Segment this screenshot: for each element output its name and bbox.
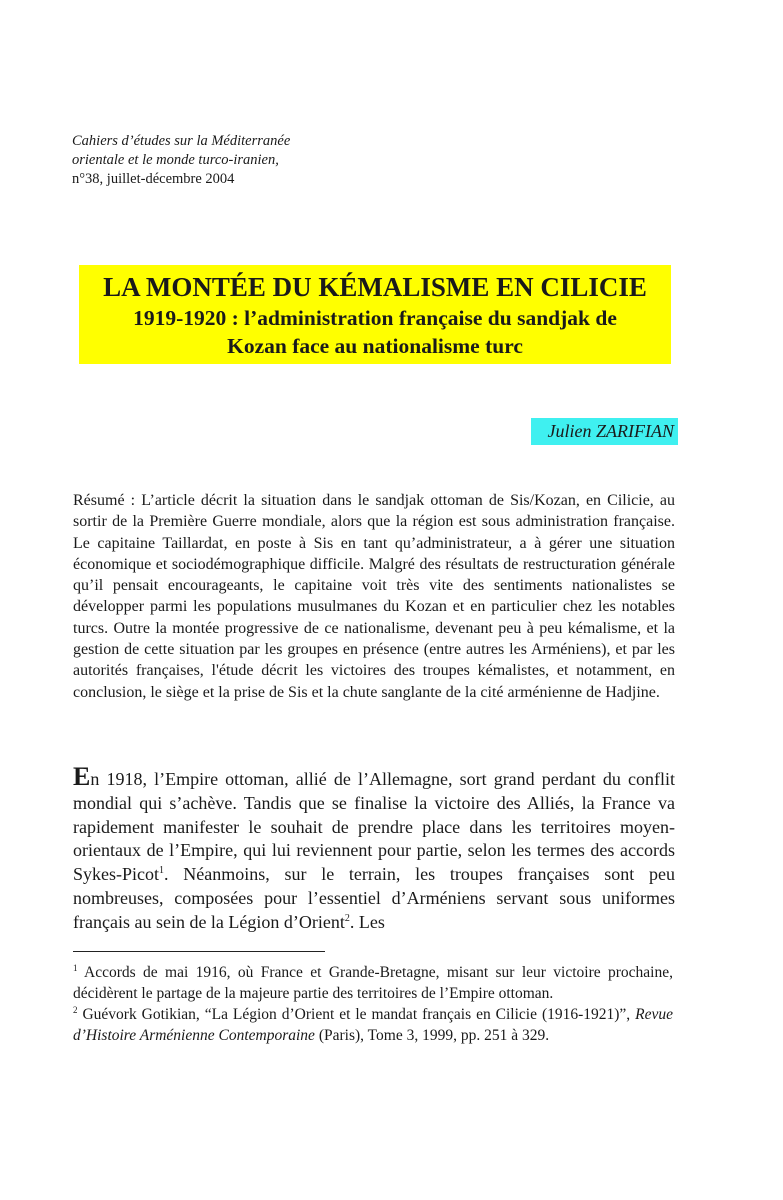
footnote-2-text-after: (Paris), Tome 3, 1999, pp. 251 à 329. — [314, 1027, 550, 1044]
footnote-1-text: Accords de mai 1916, où France et Grande-Bretagne, misant sur leur victoire prochaine, décidèrent le partage de la majeure partie des territoires de l’Empire ottoman. — [73, 964, 673, 1002]
body-paragraph — [73, 762, 675, 935]
journal-citation — [72, 132, 392, 189]
abstract: Résumé : L’article décrit la situation dans le sandjak ottoman de Sis/Kozan, en Cilicie, au sortir de la Première Guerre mondiale, alors que la région est sous administration française. Le capitaine Taillardat, en poste à Sis en tant qu’administrateur, a à gérer une situation économique et sociodémographique difficile. Malgré des résultats de restructuration générale qu’il pensait encourageants, le capitaine voit très vite des sentiments nationalistes se développer parmi les populations musulmanes du Kozan et en particulier chez les notables turcs. Outre la montée progressive de ce nationalisme, devenant peu à peu kémalisme, et la gestion de cette situation par les groupes en présence (entre autres les Arméniens), et par les autorités françaises, l'étude décrit les victoires des troupes kémalistes, et notamment, en conclusion, le siège et la prise de Sis et la chute sanglante de la cité arménienne de Hadjine. — [73, 492, 675, 701]
footnote-2-text-before: Guévork Gotikian, “La Légion d’Orient et le mandat français en Cilicie (1916-1921)”, — [77, 1006, 636, 1023]
title-line-subtitle-2: Kozan face au nationalisme turc — [227, 334, 523, 358]
title-line-subtitle-1: 1919-1920 : l’administration française du sandjak de — [133, 306, 617, 330]
footnote-2-number: 2 — [73, 1004, 78, 1015]
footnotes — [73, 962, 673, 1046]
journal-name-line1: Cahiers d’études sur la Méditerranée — [72, 133, 291, 149]
footnote-separator — [73, 951, 325, 952]
footnote-1 — [73, 962, 673, 1004]
footnote-2-journal-title: Revue d’Histoire Arménienne Contemporaine — [73, 1006, 673, 1044]
footnote-ref-1[interactable]: 1 — [159, 865, 165, 877]
body-text-part2: . Néanmoins, sur le terrain, les troupes françaises sont peu nombreuses, composées pour l’essentiel d’Arméniens servant sous uniformes français au sein de la Légion d’Orient — [73, 864, 675, 932]
title-line-main: LA MONTÉE DU KÉMALISME EN CILICIE — [103, 272, 647, 302]
journal-name-line2: orientale et le monde turco-iranien, — [72, 152, 279, 168]
author-name: Julien ZARIFIAN — [531, 418, 678, 445]
body-text-part3: . Les — [349, 911, 385, 932]
footnote-1-number: 1 — [73, 962, 78, 973]
journal-issue: n°38, juillet-décembre 2004 — [72, 171, 235, 187]
body-text-part1: n 1918, l’Empire ottoman, allié de l’Allemagne, sort grand perdant du conflit mondial qui s’achève. Tandis que se finalise la victoire des Alliés, la France va rapidement manifester le souhait de prendre place dans les territoires moyen-orientaux de l’Empire, qui lui reviennent pour partie, selon les termes des accords Sykes-Picot — [73, 769, 675, 885]
footnote-ref-2[interactable]: 2 — [344, 912, 350, 924]
footnote-2 — [73, 1004, 673, 1046]
drop-cap: E — [73, 762, 91, 791]
article-title — [79, 265, 671, 364]
